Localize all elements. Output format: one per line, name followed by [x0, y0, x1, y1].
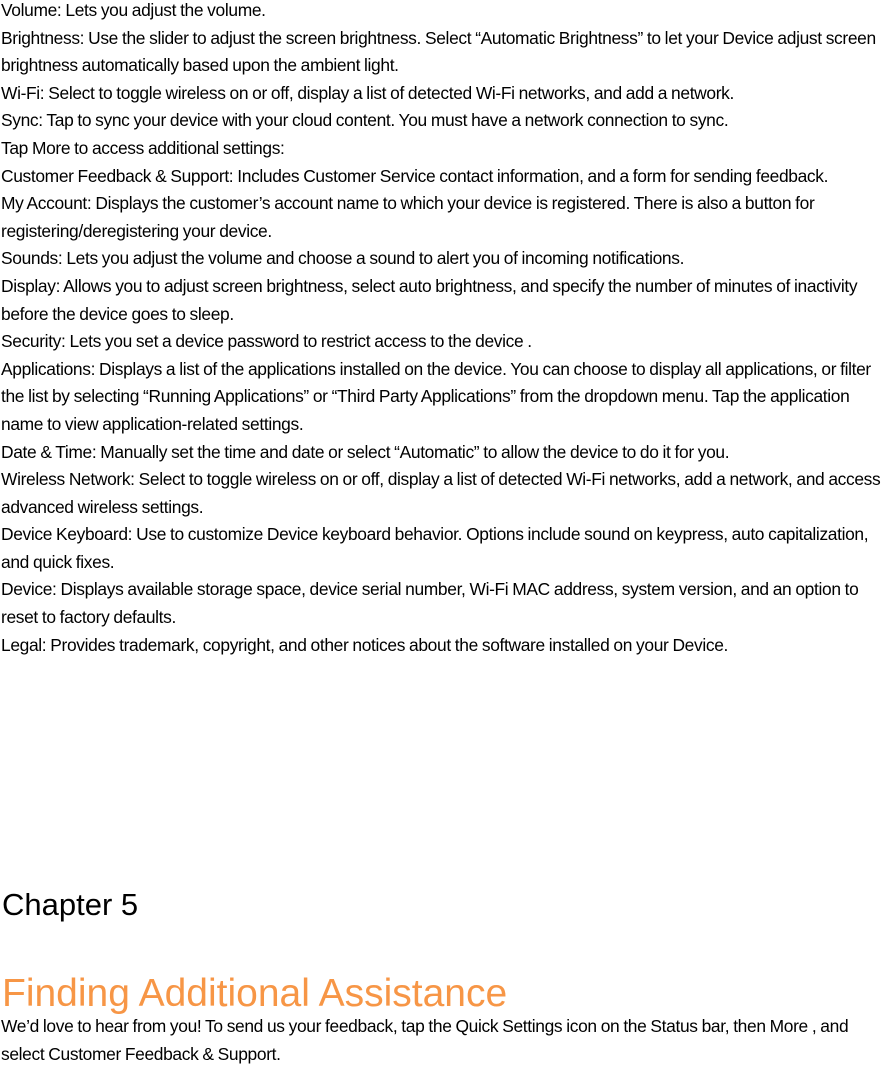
paragraph-customer-feedback: Customer Feedback & Support: Includes Customer Service contact information, and a form for sending feedback.: [1, 165, 829, 186]
paragraph-tap-more: Tap More to access additional settings:: [1, 137, 285, 158]
paragraph-legal: Legal: Provides trademark, copyright, and other notices about the software installed on your Device.: [1, 634, 729, 655]
section-title: Finding Additional Assistance: [2, 972, 508, 1015]
paragraph-applications: Applications: Displays a list of the applications installed on the device. You can choose to display all applications, or filter the list by selecting “Running Applications” or “Third Party Applications” from the dropdown menu. Tap the application name to view application-related settings.: [1, 358, 871, 434]
settings-description-list: [1, 0, 881, 659]
paragraph-security: Security: Lets you set a device password to restrict access to the device .: [1, 331, 532, 352]
paragraph-my-account: My Account: Displays the customer’s account name to which your device is registered. There is also a button for registering/deregistering your device.: [1, 193, 815, 241]
paragraph-sounds: Sounds: Lets you adjust the volume and choose a sound to alert you of incoming notifications.: [1, 248, 685, 269]
chapter-heading: Chapter 5: [2, 887, 139, 922]
paragraph-volume: Volume: Lets you adjust the volume.: [1, 0, 266, 20]
paragraph-wifi: Wi-Fi: Select to toggle wireless on or off, display a list of detected Wi-Fi networks, and add a network.: [1, 82, 734, 103]
paragraph-brightness: Brightness: Use the slider to adjust the screen brightness. Select “Automatic Brightness” to let your Device adjust screen brightness automatically based upon the ambient light.: [1, 27, 876, 76]
paragraph-display: Display: Allows you to adjust screen brightness, select auto brightness, and specify the number of minutes of inactivity before the device goes to sleep.: [1, 275, 858, 324]
paragraph-wireless-network: Wireless Network: Select to toggle wireless on or off, display a list of detected Wi-Fi networks, add a network, and access advanced wireless settings.: [1, 469, 881, 517]
paragraph-device-keyboard: Device Keyboard: Use to customize Device keyboard behavior. Options include sound on keypress, auto capitalization, and quick fixes.: [1, 524, 869, 572]
feedback-paragraph: We’d love to hear from you! To send us your feedback, tap the Quick Settings icon on the Status bar, then More , and select Customer Feedback & Support.: [1, 1016, 849, 1064]
paragraph-device: Device: Displays available storage space, device serial number, Wi-Fi MAC address, system version, and an option to reset to factory defaults.: [1, 579, 859, 628]
paragraph-date-time: Date & Time: Manually set the time and date or select “Automatic” to allow the device to do it for you.: [1, 441, 730, 462]
paragraph-sync: Sync: Tap to sync your device with your cloud content. You must have a network connection to sync.: [1, 110, 729, 131]
